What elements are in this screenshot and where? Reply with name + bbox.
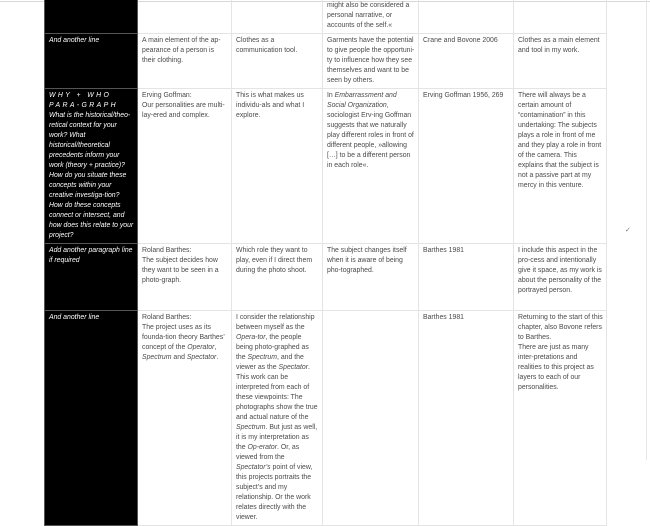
row-heading-cell[interactable] (45, 34, 138, 89)
cell-source[interactable] (419, 0, 514, 34)
cell-text: , the people being photo-graphed as the (236, 334, 309, 361)
italic-text: Opera-tor (236, 334, 266, 341)
cell-text: . But just as well, it is my interpretation as the (236, 424, 318, 451)
cell-text: , sociologist Erv-ing Goffman suggests that we naturally play different roles in front of different people, »allowing […] to be a different person in each role«. (327, 102, 414, 169)
cell-explanation[interactable] (232, 244, 323, 311)
cell-concept[interactable] (138, 311, 232, 526)
cell-text: Clothes as a communication tool. (236, 37, 298, 54)
cell-text: The subject decides how they want to be seen in a photo-graph. (142, 257, 219, 284)
italic-text: Operator (187, 344, 215, 351)
cell-text: . (216, 354, 219, 361)
cell-source[interactable] (419, 89, 514, 244)
cell-source[interactable] (419, 244, 514, 311)
cell-text: point of view, this projects portraits the subject’s and my relationship. Or the work relates directly with the viewer. (236, 464, 313, 521)
research-table (44, 0, 607, 526)
italic-text: Spectator’s (236, 464, 271, 471)
cell-source[interactable] (419, 311, 514, 526)
cell-relevance[interactable] (323, 89, 419, 244)
cell-text: There are just as many inter-pretations and realities to this project as layers to each of our personalities. (518, 344, 594, 391)
row-heading-cell[interactable] (45, 89, 138, 244)
cell-explanation[interactable] (232, 34, 323, 89)
italic-text: Spectrum (236, 424, 266, 431)
cell-text: Our personalities are multi-lay-ered and complex. (142, 102, 225, 119)
cell-text: and (171, 354, 187, 361)
cell-text: Which role they want to play, even if I direct them during the photo shoot. (236, 247, 313, 274)
cell-relevance[interactable] (323, 311, 419, 526)
cell-text: This is what makes us individu-als and what I explore. (236, 92, 305, 119)
cell-concept[interactable] (138, 244, 232, 311)
cell-text: The project uses as its founda-tion theory Barthes’ concept of the (142, 324, 225, 351)
cell-relevance[interactable] (323, 244, 419, 311)
cell-text: What is the historical/theo-retical context for your work? What historical/theoretical precedents inform your work (theory + practice)? How do you situate these concepts within your creative investiga-tion? How do these concepts connect or intersect, and how does this relate to your project? (49, 112, 134, 239)
cell-text: Barthes 1981 (423, 314, 464, 321)
cell-text: Erving Goffman: (142, 92, 192, 99)
cell-text: Clothes as a main element and tool in my work. (518, 37, 600, 54)
row-heading-cell[interactable] (45, 244, 138, 311)
cell-text: , and the viewer as the (236, 354, 304, 371)
cell-text: . Or, as viewed from the (236, 444, 300, 461)
italic-text: Spectrum (247, 354, 277, 361)
margin-check-mark-icon: ✓ (625, 227, 631, 234)
cell-concept[interactable] (138, 0, 232, 34)
cell-text: In (327, 92, 335, 99)
cell-text: And another line (49, 314, 100, 321)
table-row (45, 244, 607, 311)
cell-text: There will always be a certain amount of “contamination” in this undertaking: The subjects plays a role in front of me and they play a role in front of the camera. This explains that the subject is not a passive part at my mercy in this venture. (518, 92, 602, 189)
cell-application[interactable] (514, 89, 607, 244)
cell-text: The subject changes itself when it is aware of being pho-tographed. (327, 247, 407, 274)
cell-application[interactable] (514, 244, 607, 311)
cell-text: , (214, 344, 217, 351)
cell-text: Returning to the start of this chapter, also Bovone refers to Barthes. (518, 314, 603, 341)
cell-source[interactable] (419, 34, 514, 89)
table-row (45, 34, 607, 89)
cell-text: WHY + WHO PARA-GRAPH (49, 92, 119, 109)
cell-text: Add another paragraph line if required (49, 247, 133, 264)
cell-application[interactable] (514, 34, 607, 89)
table-row (45, 89, 607, 244)
italic-text: Embarrassment and Social Organization (327, 92, 397, 109)
cell-text: Garments have the potential to give people the opportuni-ty to influence how they see themselves and want to be seen by others. (327, 37, 415, 84)
cell-text: I consider the relationship between myself as the (236, 314, 315, 331)
cell-text: Roland Barthes: (142, 314, 192, 321)
cell-concept[interactable] (138, 34, 232, 89)
cell-text: might also be considered a personal narrative, or accounts of the self.« (327, 2, 410, 29)
table-row (45, 311, 607, 526)
cell-application[interactable] (514, 0, 607, 34)
table-row (45, 0, 607, 34)
row-heading-cell[interactable] (45, 0, 138, 34)
cell-text: Roland Barthes: (142, 247, 192, 254)
cell-text: . This work can be interpreted from each of these viewpoints: The photographs show the true and actual nature of the (236, 364, 318, 421)
cell-explanation[interactable] (232, 311, 323, 526)
italic-text: Spectrum (142, 354, 172, 361)
cell-explanation[interactable] (232, 89, 323, 244)
cell-relevance[interactable] (323, 34, 419, 89)
page-right-edge (646, 0, 647, 460)
italic-text: Spectator (278, 364, 309, 371)
cell-text: And another line (49, 37, 100, 44)
cell-concept[interactable] (138, 89, 232, 244)
cell-application[interactable] (514, 311, 607, 526)
cell-text: Erving Goffman 1956, 269 (423, 92, 504, 99)
cell-relevance[interactable] (323, 0, 419, 34)
cell-text: Barthes 1981 (423, 247, 464, 254)
cell-text: A main element of the ap-pearance of a person is their clothing. (142, 37, 221, 64)
italic-text: Op-erator (247, 444, 277, 451)
cell-text: Crane and Bovone 2006 (423, 37, 498, 44)
cell-explanation[interactable] (232, 0, 323, 34)
italic-text: Spectator (186, 354, 217, 361)
row-heading-cell[interactable] (45, 311, 138, 526)
cell-text: I include this aspect in the pro-cess and intentionally give it space, as my work is about the personality of the portrayed person. (518, 247, 602, 294)
